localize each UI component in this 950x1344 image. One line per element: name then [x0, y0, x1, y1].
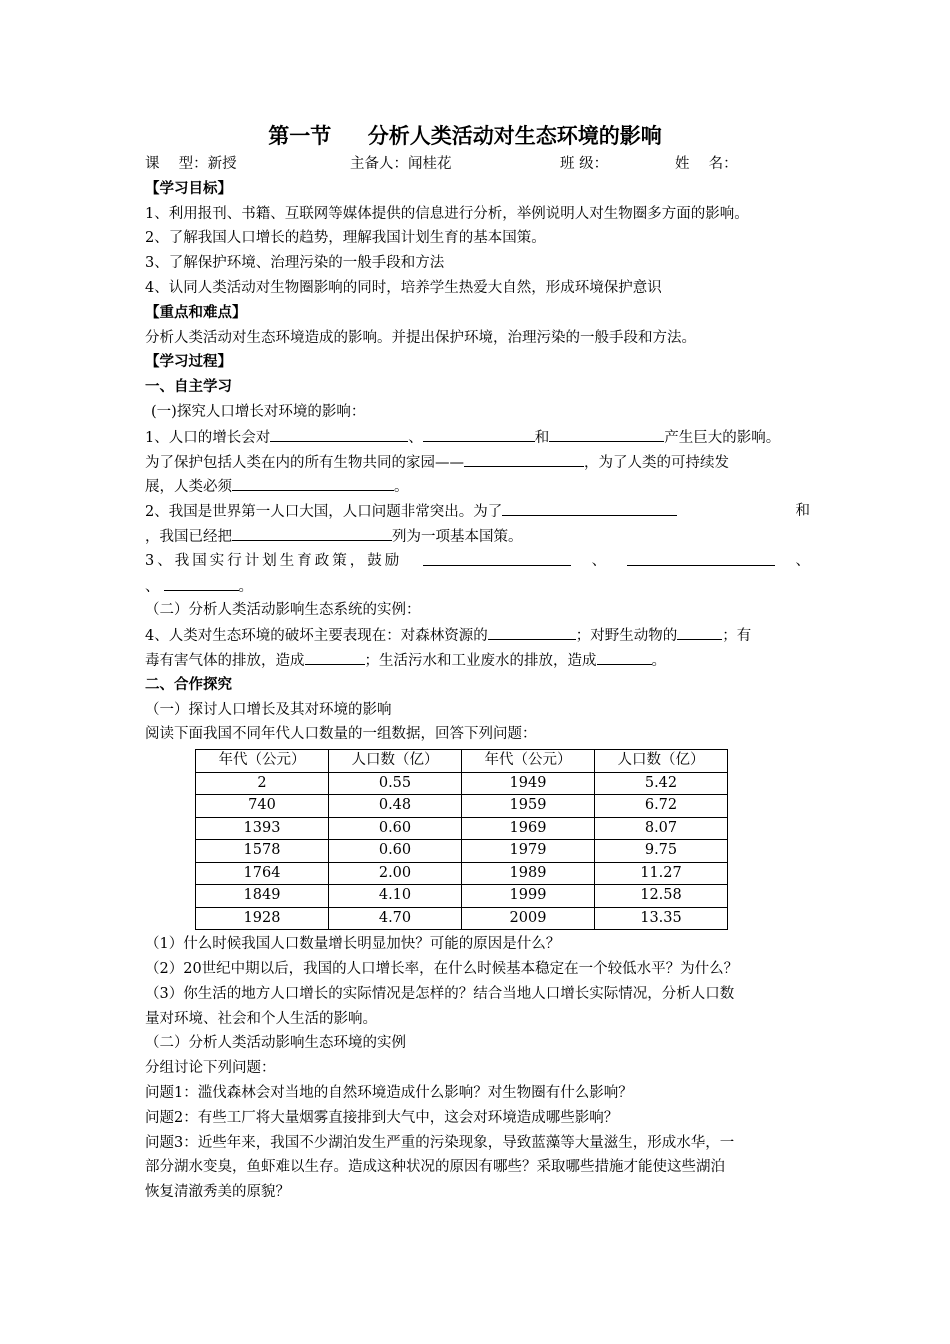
blank[interactable] [232, 524, 392, 541]
coop-question: （3）你生活的地方人口增长的实际情况是怎样的？结合当地人口增长实际情况，分析人口数 [145, 985, 735, 1002]
q4-text: ；有 [722, 628, 752, 645]
q2-text: 列为一项基本国策。 [392, 528, 523, 545]
blank[interactable] [305, 648, 365, 665]
table-cell: 0.60 [329, 817, 462, 840]
table-cell: 2 [196, 772, 329, 795]
table-cell: 1999 [462, 885, 595, 908]
key-heading: 【重点和难点】 [145, 304, 247, 321]
q1-text: 1、人口的增长会对 [145, 429, 271, 446]
problem-item: 问题1：滥伐森林会对当地的自然环境造成什么影响？对生物圈有什么影响？ [145, 1084, 633, 1101]
population-table [195, 749, 728, 930]
table-header: 人口数（亿） [329, 750, 462, 773]
blank[interactable] [464, 450, 584, 467]
title-gap [331, 124, 368, 148]
table-cell: 1578 [196, 840, 329, 863]
coop-sub1: （一）探讨人口增长及其对环境的影响 [145, 701, 392, 718]
process-heading: 【学习过程】 [145, 354, 232, 371]
table-cell: 1393 [196, 817, 329, 840]
q2-text: 和 [795, 503, 810, 520]
section-number: 第一节 [268, 124, 332, 148]
coop-intro: 阅读下面我国不同年代人口数量的一组数据，回答下列问题： [145, 726, 537, 743]
table-header: 人口数（亿） [595, 750, 728, 773]
coop-question: 量对环境、社会和个人生活的影响。 [145, 1010, 377, 1027]
table-cell: 1764 [196, 862, 329, 885]
lesson-type-value: 新授 [207, 156, 237, 172]
table-cell: 4.70 [329, 907, 462, 930]
q1-text: 展，人类必须 [145, 479, 232, 496]
table-row [196, 885, 728, 908]
q4-text: 4、人类对生态环境的破坏主要表现在：对森林资源的 [145, 628, 488, 645]
q1-text: 。 [394, 479, 409, 496]
blank[interactable] [488, 623, 576, 640]
blank[interactable] [164, 574, 239, 591]
question-4-line1 [145, 623, 810, 648]
table-cell: 740 [196, 795, 329, 818]
name-label: 姓 名： [675, 156, 738, 172]
problem-item: 问题3：近些年来，我国不少湖泊发生严重的污染现象，导致蓝藻等大量滋生，形成水华，一 [145, 1134, 735, 1151]
q1-text: ，为了人类的可持续发 [584, 454, 729, 471]
q3-text: 。 [238, 578, 253, 595]
q2-text: ，我国已经把 [145, 528, 232, 545]
problem-item: 问题2：有些工厂将大量烟雾直接排到大气中，这会对环境造成哪些影响？ [145, 1109, 619, 1126]
q4-text: 毒有害气体的排放，造成 [145, 652, 305, 669]
goal-item: 3、了解保护环境、治理污染的一般手段和方法 [145, 255, 445, 272]
table-cell: 4.10 [329, 885, 462, 908]
table-cell: 9.75 [595, 840, 728, 863]
separator: 、 [795, 552, 810, 569]
goal-item: 2、了解我国人口增长的趋势，理解我国计划生育的基本国策。 [145, 230, 546, 247]
table-cell: 1928 [196, 907, 329, 930]
table-row [196, 862, 728, 885]
blank[interactable] [423, 549, 571, 566]
q1-text: 产生巨大的影响。 [664, 429, 781, 446]
blank[interactable] [270, 425, 408, 442]
table-header-row [196, 750, 728, 773]
table-cell: 1969 [462, 817, 595, 840]
separator: 、 [591, 552, 607, 569]
table-cell: 11.27 [595, 862, 728, 885]
question-1-line1 [145, 425, 810, 450]
question-3-line1 [145, 549, 810, 574]
table-row [196, 795, 728, 818]
problem-item: 恢复清澈秀美的原貌？ [145, 1184, 290, 1201]
table-cell: 1959 [462, 795, 595, 818]
table-cell: 1949 [462, 772, 595, 795]
table-cell: 0.48 [329, 795, 462, 818]
author-label: 主备人： [350, 156, 408, 172]
coop-intro2: 分组讨论下列问题： [145, 1060, 276, 1077]
author [350, 152, 560, 177]
coop-question: （2）20世纪中期以后，我国的人口增长率，在什么时候基本稳定在一个较低水平？为什么？ [145, 960, 739, 977]
q4-text: ；生活污水和工业废水的排放，造成 [364, 652, 597, 669]
self-study-sub1: (一)探究人口增长对环境的影响： [151, 403, 366, 420]
question-1-line2 [145, 450, 810, 475]
section-name: 分析人类活动对生态环境的影响 [367, 124, 662, 148]
question-2-line1 [145, 499, 810, 524]
separator: 、 [145, 578, 160, 595]
separator: 、 [408, 429, 423, 446]
table-cell: 1979 [462, 840, 595, 863]
table-cell: 2009 [462, 907, 595, 930]
question-1-line3 [145, 474, 810, 499]
self-study-sub2: （二）分析人类活动影响生态系统的实例： [145, 602, 421, 619]
coop-sub2: （二）分析人类活动影响生态环境的实例 [145, 1035, 406, 1052]
table-cell: 1989 [462, 862, 595, 885]
blank[interactable] [502, 499, 677, 516]
table-cell: 8.07 [595, 817, 728, 840]
goal-item: 4、认同人类活动对生物圈影响的同时，培养学生热爱大自然，形成环境保护意识 [145, 279, 662, 296]
q2-text: 2、我国是世界第一人口大国，人口问题非常突出。为了 [145, 504, 503, 521]
self-study-heading: 一、自主学习 [145, 379, 232, 396]
key-text: 分析人类活动对生态环境造成的影响。并提出保护环境，治理污染的一般手段和方法。 [145, 329, 696, 346]
coop-heading: 二、合作探究 [145, 676, 232, 693]
table-cell: 0.55 [329, 772, 462, 795]
table-cell: 5.42 [595, 772, 728, 795]
blank[interactable] [232, 474, 394, 491]
question-2-line2 [145, 524, 810, 549]
q1-text: 为了保护包括人类在内的所有生物共同的家园—— [145, 454, 464, 471]
goals-heading: 【学习目标】 [145, 180, 232, 197]
question-4-line2 [145, 648, 810, 673]
table-body [196, 772, 728, 930]
lesson-type [145, 152, 350, 177]
q4-text: 。 [651, 652, 666, 669]
page-title [120, 120, 810, 152]
worksheet [145, 120, 810, 1205]
table-row [196, 772, 728, 795]
problem-item: 部分湖水变臭，鱼虾难以生存。造成这种状况的原因有哪些？采取哪些措施才能使这些湖泊 [145, 1159, 725, 1176]
table-cell: 2.00 [329, 862, 462, 885]
lesson-type-label: 课 型： [145, 156, 208, 172]
table-row [196, 840, 728, 863]
class-label: 班 级： [560, 156, 609, 172]
blank[interactable] [597, 648, 652, 665]
blank[interactable] [677, 623, 722, 640]
meta-row [145, 152, 810, 177]
blank[interactable] [423, 425, 535, 442]
goal-item: 1、利用报刊、书籍、互联网等媒体提供的信息进行分析，举例说明人对生物圈多方面的影响。 [145, 205, 749, 222]
table-cell: 0.60 [329, 840, 462, 863]
table-header: 年代（公元） [196, 750, 329, 773]
author-value: 闻桂花 [408, 156, 452, 172]
q4-text: ；对野生动物的 [575, 628, 678, 645]
question-3-line2 [145, 574, 810, 599]
table-row [196, 817, 728, 840]
table-header: 年代（公元） [462, 750, 595, 773]
table-cell: 1849 [196, 885, 329, 908]
coop-question: （1）什么时候我国人口数量增长明显加快？可能的原因是什么？ [145, 936, 561, 953]
table-cell: 6.72 [595, 795, 728, 818]
table-cell: 12.58 [595, 885, 728, 908]
q3-text: 3、我国实行计划生育政策，鼓励 [145, 552, 403, 569]
blank[interactable] [627, 549, 775, 566]
table-cell: 13.35 [595, 907, 728, 930]
separator: 和 [534, 429, 550, 446]
table-row [196, 907, 728, 930]
blank[interactable] [549, 425, 664, 442]
